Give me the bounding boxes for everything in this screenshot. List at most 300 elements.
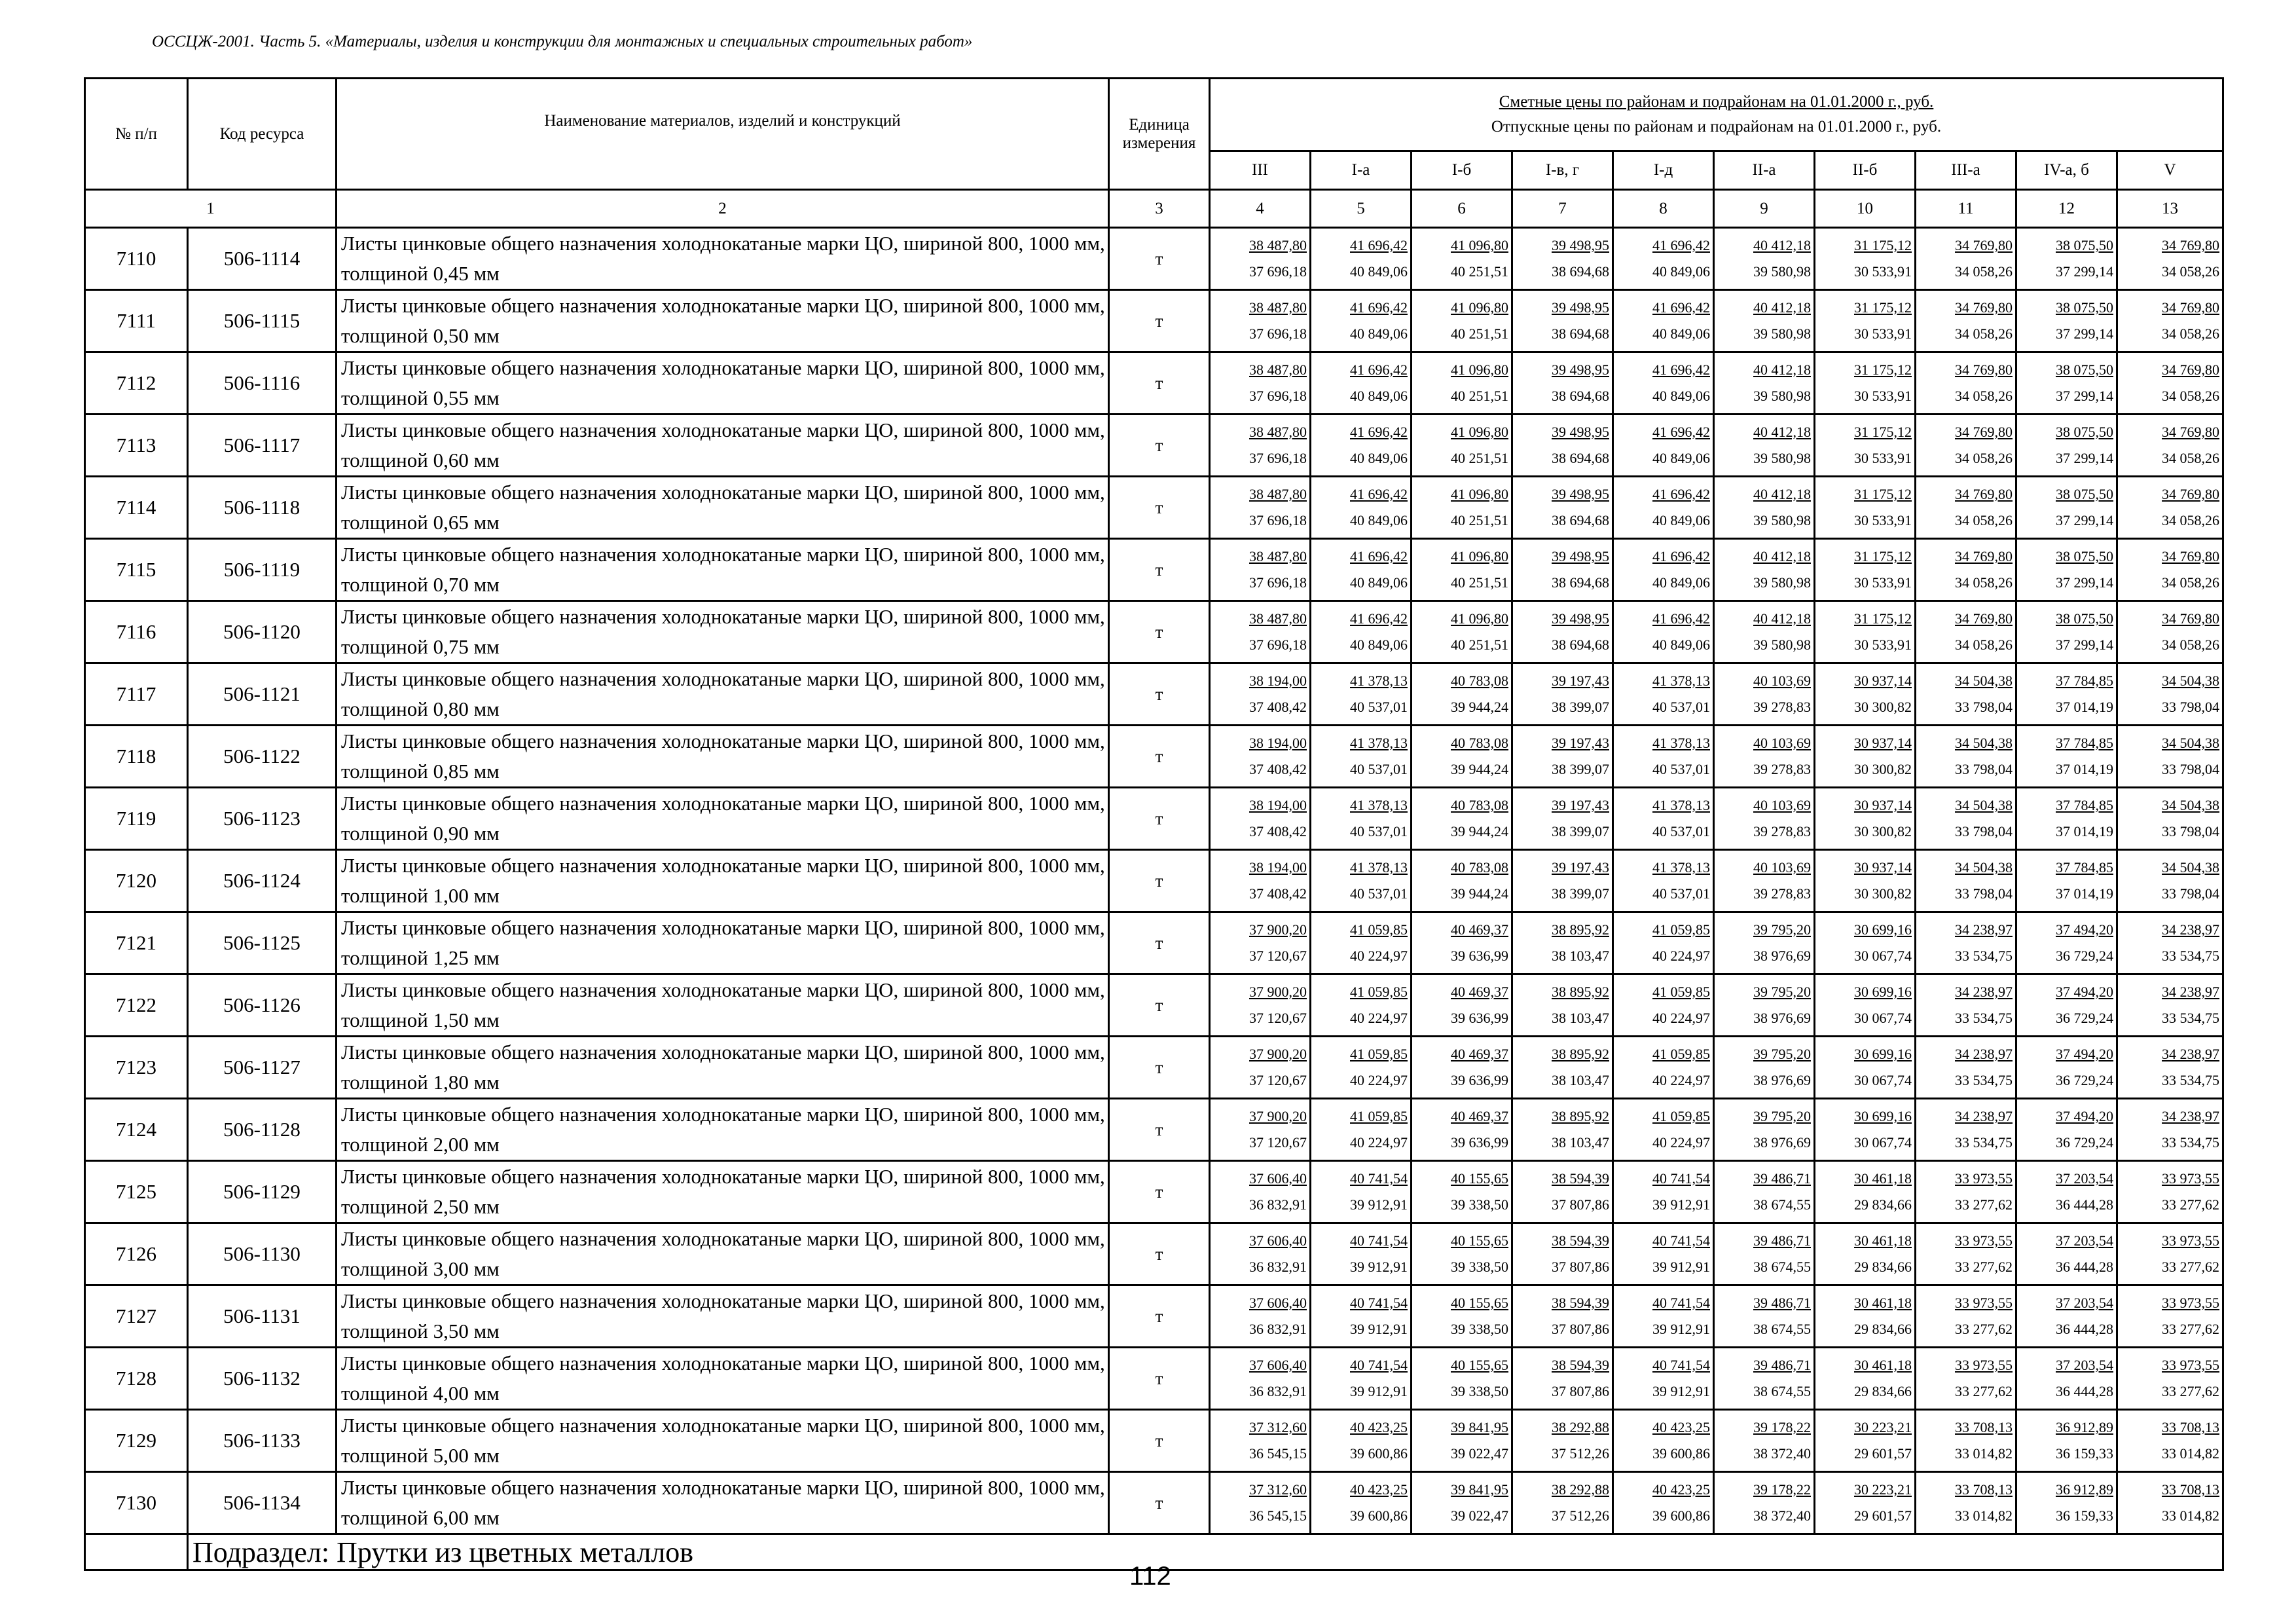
release-price: 40 251,51 xyxy=(1451,263,1508,280)
table-row xyxy=(85,788,2223,850)
price-cell xyxy=(1311,1285,1412,1348)
price-cell xyxy=(1311,663,1412,726)
release-price: 36 729,24 xyxy=(2056,1010,2113,1026)
estimated-price: 31 175,12 xyxy=(1854,548,1912,564)
price-cell xyxy=(1512,601,1613,663)
estimated-price: 33 973,55 xyxy=(2162,1170,2220,1187)
row-position: 7124 xyxy=(85,1099,188,1161)
release-price: 38 399,07 xyxy=(1552,761,1609,777)
price-cell xyxy=(1512,1037,1613,1099)
estimated-price: 39 178,22 xyxy=(1753,1481,1811,1498)
estimated-price: 38 594,39 xyxy=(1552,1357,1609,1373)
price-cell xyxy=(1815,726,1916,788)
estimated-price: 34 769,80 xyxy=(2162,361,2220,378)
estimated-price: 41 096,80 xyxy=(1451,548,1508,564)
price-cell xyxy=(1210,1099,1311,1161)
price-cell xyxy=(1512,1472,1613,1534)
resource-code: 506-1128 xyxy=(188,1099,337,1161)
release-price: 38 399,07 xyxy=(1552,823,1609,840)
resource-code: 506-1118 xyxy=(188,477,337,539)
estimated-price: 40 412,18 xyxy=(1753,299,1811,316)
col-header-region: IV-а, б xyxy=(2016,151,2117,190)
release-price: 33 798,04 xyxy=(1955,699,2013,715)
estimated-price: 33 973,55 xyxy=(1955,1357,2013,1373)
release-price: 40 537,01 xyxy=(1652,823,1710,840)
price-cell xyxy=(1210,788,1311,850)
estimated-price: 39 486,71 xyxy=(1753,1295,1811,1311)
estimated-price: 41 059,85 xyxy=(1652,984,1710,1000)
estimated-price: 40 741,54 xyxy=(1652,1357,1710,1373)
release-price: 40 849,06 xyxy=(1350,263,1408,280)
price-cell xyxy=(1714,1099,1815,1161)
release-price: 37 807,86 xyxy=(1552,1321,1609,1337)
price-cell xyxy=(2016,1099,2117,1161)
price-cell xyxy=(2117,1161,2223,1223)
estimated-price: 40 741,54 xyxy=(1350,1295,1408,1311)
price-cell xyxy=(2117,850,2223,912)
release-price: 36 159,33 xyxy=(2056,1445,2113,1462)
estimated-price: 40 469,37 xyxy=(1451,921,1508,938)
column-number: 11 xyxy=(1916,190,2016,228)
release-price: 39 278,83 xyxy=(1753,885,1811,902)
price-cell xyxy=(2016,974,2117,1037)
table-row xyxy=(85,850,2223,912)
price-cell xyxy=(1311,477,1412,539)
release-price: 37 696,18 xyxy=(1249,388,1307,404)
release-price: 40 537,01 xyxy=(1350,885,1408,902)
release-price: 40 224,97 xyxy=(1350,1072,1408,1088)
material-name: Листы цинковые общего назначения холоднокатаные марки ЦО, шириной 800, 1000 мм, толщиной 2,00 мм xyxy=(337,1099,1109,1161)
price-cell xyxy=(1210,726,1311,788)
estimated-price: 37 203,54 xyxy=(2056,1232,2113,1249)
price-cell xyxy=(1714,1037,1815,1099)
release-price: 30 533,91 xyxy=(1854,450,1912,466)
price-cell xyxy=(2117,974,2223,1037)
release-price: 33 534,75 xyxy=(2162,948,2220,964)
estimated-price: 34 769,80 xyxy=(1955,424,2013,440)
estimated-price: 39 498,95 xyxy=(1552,237,1609,253)
resource-code: 506-1120 xyxy=(188,601,337,663)
price-cell xyxy=(1714,601,1815,663)
release-price: 40 537,01 xyxy=(1652,761,1710,777)
release-price: 38 372,40 xyxy=(1753,1507,1811,1524)
table-row xyxy=(85,1223,2223,1285)
price-cell xyxy=(1311,1223,1412,1285)
release-price: 33 798,04 xyxy=(2162,699,2220,715)
estimated-price: 38 075,50 xyxy=(2056,610,2113,627)
estimated-price: 37 900,20 xyxy=(1249,921,1307,938)
estimated-price: 31 175,12 xyxy=(1854,299,1912,316)
release-price: 37 696,18 xyxy=(1249,512,1307,528)
row-position: 7121 xyxy=(85,912,188,974)
price-cell xyxy=(1613,663,1714,726)
table-row xyxy=(85,539,2223,601)
unit-of-measure: т xyxy=(1109,726,1210,788)
table-row xyxy=(85,1099,2223,1161)
price-cell xyxy=(2117,1348,2223,1410)
estimated-price: 38 075,50 xyxy=(2056,299,2113,316)
release-price: 30 067,74 xyxy=(1854,948,1912,964)
release-price: 33 277,62 xyxy=(1955,1383,2013,1399)
release-price: 38 976,69 xyxy=(1753,1072,1811,1088)
release-price: 37 299,14 xyxy=(2056,450,2113,466)
estimated-price: 30 699,16 xyxy=(1854,1046,1912,1062)
estimated-price: 40 783,08 xyxy=(1451,735,1508,751)
estimated-price: 40 423,25 xyxy=(1652,1481,1710,1498)
estimated-price: 41 059,85 xyxy=(1350,1046,1408,1062)
release-price: 40 849,06 xyxy=(1652,263,1710,280)
price-cell xyxy=(2016,1472,2117,1534)
release-price: 30 300,82 xyxy=(1854,885,1912,902)
price-cell xyxy=(1412,415,1512,477)
release-price: 40 849,06 xyxy=(1652,574,1710,591)
estimated-price: 34 504,38 xyxy=(2162,797,2220,813)
estimated-price: 37 606,40 xyxy=(1249,1170,1307,1187)
estimated-price: 40 155,65 xyxy=(1451,1357,1508,1373)
estimated-price: 34 238,97 xyxy=(1955,921,2013,938)
release-price: 37 807,86 xyxy=(1552,1196,1609,1213)
estimated-price: 39 498,95 xyxy=(1552,424,1609,440)
estimated-price: 31 175,12 xyxy=(1854,486,1912,502)
release-price: 40 224,97 xyxy=(1350,1010,1408,1026)
price-cell xyxy=(1714,1161,1815,1223)
price-cell xyxy=(1210,1037,1311,1099)
material-name: Листы цинковые общего назначения холоднокатаные марки ЦО, шириной 800, 1000 мм, толщиной 6,00 мм xyxy=(337,1472,1109,1534)
estimated-price: 34 238,97 xyxy=(1955,1108,2013,1124)
estimated-price: 40 469,37 xyxy=(1451,1108,1508,1124)
estimated-price: 40 741,54 xyxy=(1652,1232,1710,1249)
estimated-price: 36 912,89 xyxy=(2056,1419,2113,1435)
price-cell xyxy=(1412,1472,1512,1534)
estimated-price: 34 769,80 xyxy=(2162,299,2220,316)
release-price: 33 534,75 xyxy=(1955,1010,2013,1026)
release-price: 38 694,68 xyxy=(1552,512,1609,528)
price-cell xyxy=(1815,601,1916,663)
estimated-price: 37 784,85 xyxy=(2056,859,2113,876)
price-cell xyxy=(2117,352,2223,415)
estimated-price: 34 238,97 xyxy=(1955,1046,2013,1062)
release-price: 34 058,26 xyxy=(2162,574,2220,591)
release-price: 40 251,51 xyxy=(1451,388,1508,404)
release-price: 39 912,91 xyxy=(1652,1321,1710,1337)
release-price: 39 338,50 xyxy=(1451,1196,1508,1213)
release-price: 39 912,91 xyxy=(1652,1259,1710,1275)
estimated-price: 37 784,85 xyxy=(2056,797,2113,813)
release-price: 29 834,66 xyxy=(1854,1259,1912,1275)
material-name: Листы цинковые общего назначения холоднокатаные марки ЦО, шириной 800, 1000 мм, толщиной 1,50 мм xyxy=(337,974,1109,1037)
estimated-price: 41 696,42 xyxy=(1350,548,1408,564)
estimated-price: 39 197,43 xyxy=(1552,735,1609,751)
release-price: 39 580,98 xyxy=(1753,388,1811,404)
estimated-price: 39 795,20 xyxy=(1753,1046,1811,1062)
resource-code: 506-1131 xyxy=(188,1285,337,1348)
resource-code: 506-1127 xyxy=(188,1037,337,1099)
price-cell xyxy=(1815,539,1916,601)
estimated-price: 34 238,97 xyxy=(2162,921,2220,938)
table-row xyxy=(85,290,2223,352)
price-cell xyxy=(1412,974,1512,1037)
release-price: 38 976,69 xyxy=(1753,948,1811,964)
estimated-price: 39 498,95 xyxy=(1552,486,1609,502)
estimated-price: 39 498,95 xyxy=(1552,610,1609,627)
resource-code: 506-1121 xyxy=(188,663,337,726)
price-cell xyxy=(1916,1472,2016,1534)
price-cell xyxy=(1412,788,1512,850)
price-cell xyxy=(1916,788,2016,850)
row-position: 7116 xyxy=(85,601,188,663)
price-cell xyxy=(1815,1037,1916,1099)
price-cell xyxy=(1815,352,1916,415)
row-position: 7122 xyxy=(85,974,188,1037)
estimated-price: 40 741,54 xyxy=(1350,1357,1408,1373)
price-cell xyxy=(1916,352,2016,415)
estimated-price: 41 059,85 xyxy=(1652,1046,1710,1062)
release-price: 37 696,18 xyxy=(1249,637,1307,653)
subsection-spacer xyxy=(85,1534,188,1570)
price-cell xyxy=(2016,788,2117,850)
unit-of-measure: т xyxy=(1109,663,1210,726)
release-price: 36 832,91 xyxy=(1249,1196,1307,1213)
price-cell xyxy=(1613,1348,1714,1410)
estimated-price: 41 696,42 xyxy=(1350,610,1408,627)
price-cell xyxy=(2016,1410,2117,1472)
price-cell xyxy=(1916,1037,2016,1099)
estimated-price: 34 769,80 xyxy=(1955,361,2013,378)
estimated-price: 38 487,80 xyxy=(1249,610,1307,627)
estimated-price: 39 841,95 xyxy=(1451,1481,1508,1498)
release-price: 39 580,98 xyxy=(1753,325,1811,342)
price-cell xyxy=(2117,1037,2223,1099)
release-price: 33 798,04 xyxy=(1955,823,2013,840)
unit-of-measure: т xyxy=(1109,1099,1210,1161)
price-cell xyxy=(1512,1099,1613,1161)
estimated-price: 33 708,13 xyxy=(1955,1481,2013,1498)
estimated-price: 30 461,18 xyxy=(1854,1170,1912,1187)
price-cell xyxy=(1412,1223,1512,1285)
table-row xyxy=(85,1037,2223,1099)
price-cell xyxy=(2117,912,2223,974)
column-number: 6 xyxy=(1412,190,1512,228)
price-cell xyxy=(1916,1223,2016,1285)
estimated-price: 41 378,13 xyxy=(1652,673,1710,689)
price-cell xyxy=(1512,352,1613,415)
estimated-price: 39 795,20 xyxy=(1753,921,1811,938)
release-price: 37 512,26 xyxy=(1552,1445,1609,1462)
material-name: Листы цинковые общего назначения холоднокатаные марки ЦО, шириной 800, 1000 мм, толщиной 0,65 мм xyxy=(337,477,1109,539)
release-price: 33 277,62 xyxy=(1955,1321,2013,1337)
price-cell xyxy=(1815,912,1916,974)
release-price: 30 533,91 xyxy=(1854,574,1912,591)
release-price: 39 912,91 xyxy=(1652,1196,1710,1213)
table-row xyxy=(85,415,2223,477)
estimated-price: 30 937,14 xyxy=(1854,797,1912,813)
release-price: 38 399,07 xyxy=(1552,699,1609,715)
release-price: 39 278,83 xyxy=(1753,761,1811,777)
estimated-price: 41 096,80 xyxy=(1451,299,1508,316)
release-price: 40 224,97 xyxy=(1652,1010,1710,1026)
price-cell xyxy=(1512,539,1613,601)
release-price: 30 067,74 xyxy=(1854,1072,1912,1088)
estimated-price: 37 606,40 xyxy=(1249,1357,1307,1373)
estimated-price: 40 412,18 xyxy=(1753,237,1811,253)
release-price: 37 014,19 xyxy=(2056,699,2113,715)
table-row xyxy=(85,1410,2223,1472)
estimated-price: 34 504,38 xyxy=(2162,673,2220,689)
price-cell xyxy=(1210,228,1311,290)
price-cell xyxy=(1210,1223,1311,1285)
release-price: 38 694,68 xyxy=(1552,637,1609,653)
price-cell xyxy=(1916,1285,2016,1348)
price-cell xyxy=(1815,228,1916,290)
row-position: 7112 xyxy=(85,352,188,415)
estimated-price: 41 096,80 xyxy=(1451,237,1508,253)
release-price: 33 534,75 xyxy=(1955,948,2013,964)
table-row xyxy=(85,1285,2223,1348)
estimated-price: 39 486,71 xyxy=(1753,1170,1811,1187)
column-number: 7 xyxy=(1512,190,1613,228)
release-price: 38 694,68 xyxy=(1552,574,1609,591)
price-cell xyxy=(1916,850,2016,912)
release-price: 37 408,42 xyxy=(1249,699,1307,715)
price-caption xyxy=(1210,79,2223,151)
release-price: 33 798,04 xyxy=(2162,885,2220,902)
release-price: 40 849,06 xyxy=(1652,325,1710,342)
price-cell xyxy=(1210,912,1311,974)
estimated-price: 40 469,37 xyxy=(1451,984,1508,1000)
release-price: 33 798,04 xyxy=(1955,885,2013,902)
table-row xyxy=(85,974,2223,1037)
price-cell xyxy=(1714,352,1815,415)
unit-of-measure: т xyxy=(1109,850,1210,912)
estimated-price: 34 769,80 xyxy=(1955,610,2013,627)
estimated-price: 41 059,85 xyxy=(1350,984,1408,1000)
release-price: 40 251,51 xyxy=(1451,450,1508,466)
estimated-price: 40 741,54 xyxy=(1350,1232,1408,1249)
estimated-price: 37 312,60 xyxy=(1249,1481,1307,1498)
estimated-price: 34 238,97 xyxy=(2162,1046,2220,1062)
release-price: 38 103,47 xyxy=(1552,1134,1609,1151)
release-price: 29 601,57 xyxy=(1854,1507,1912,1524)
table-row xyxy=(85,601,2223,663)
price-cell xyxy=(2117,1099,2223,1161)
material-name: Листы цинковые общего назначения холоднокатаные марки ЦО, шириной 800, 1000 мм, толщиной 1,25 мм xyxy=(337,912,1109,974)
price-cell xyxy=(1311,601,1412,663)
release-price: 34 058,26 xyxy=(2162,325,2220,342)
price-cell xyxy=(1714,974,1815,1037)
price-cell xyxy=(2016,228,2117,290)
price-cell xyxy=(1916,415,2016,477)
estimated-price: 30 937,14 xyxy=(1854,859,1912,876)
release-price: 40 224,97 xyxy=(1350,948,1408,964)
unit-of-measure: т xyxy=(1109,415,1210,477)
estimated-price: 40 412,18 xyxy=(1753,486,1811,502)
column-number: 2 xyxy=(337,190,1109,228)
material-name: Листы цинковые общего назначения холоднокатаные марки ЦО, шириной 800, 1000 мм, толщиной 0,70 мм xyxy=(337,539,1109,601)
release-price: 34 058,26 xyxy=(1955,450,2013,466)
release-price: 38 674,55 xyxy=(1753,1321,1811,1337)
price-cell xyxy=(1714,1285,1815,1348)
release-price: 38 674,55 xyxy=(1753,1196,1811,1213)
release-price: 40 849,06 xyxy=(1652,512,1710,528)
document-header: ОССЦЖ-2001. Часть 5. «Материалы, изделия и конструкции для монтажных и специальных строительных работ» xyxy=(152,33,973,50)
release-price: 37 299,14 xyxy=(2056,388,2113,404)
price-cell xyxy=(1714,1348,1815,1410)
price-cell xyxy=(1714,539,1815,601)
release-price: 37 120,67 xyxy=(1249,1072,1307,1088)
price-cell xyxy=(1412,601,1512,663)
unit-of-measure: т xyxy=(1109,477,1210,539)
page-number: 112 xyxy=(1129,1562,1171,1591)
price-cell xyxy=(1311,228,1412,290)
price-cell xyxy=(2117,477,2223,539)
release-price: 37 014,19 xyxy=(2056,761,2113,777)
release-price: 36 159,33 xyxy=(2056,1507,2113,1524)
release-price: 39 912,91 xyxy=(1350,1321,1408,1337)
estimated-price: 37 203,54 xyxy=(2056,1357,2113,1373)
column-number: 5 xyxy=(1311,190,1412,228)
release-price: 39 338,50 xyxy=(1451,1321,1508,1337)
price-cell xyxy=(1613,1099,1714,1161)
release-price: 30 067,74 xyxy=(1854,1010,1912,1026)
estimated-price: 41 096,80 xyxy=(1451,424,1508,440)
price-cell xyxy=(1512,1285,1613,1348)
release-price: 40 224,97 xyxy=(1652,1134,1710,1151)
price-cell xyxy=(1613,912,1714,974)
col-header-region: III xyxy=(1210,151,1311,190)
release-price: 33 277,62 xyxy=(2162,1196,2220,1213)
estimated-price: 34 769,80 xyxy=(2162,548,2220,564)
release-price: 33 277,62 xyxy=(2162,1259,2220,1275)
release-price: 29 601,57 xyxy=(1854,1445,1912,1462)
price-cell xyxy=(1512,788,1613,850)
estimated-price: 34 504,38 xyxy=(1955,735,2013,751)
release-price: 34 058,26 xyxy=(2162,637,2220,653)
release-price: 33 534,75 xyxy=(1955,1072,2013,1088)
material-name: Листы цинковые общего назначения холоднокатаные марки ЦО, шириной 800, 1000 мм, толщиной 0,75 мм xyxy=(337,601,1109,663)
table-row xyxy=(85,477,2223,539)
price-cell xyxy=(1613,1472,1714,1534)
price-cell xyxy=(1613,228,1714,290)
price-cell xyxy=(1916,912,2016,974)
resource-code: 506-1114 xyxy=(188,228,337,290)
column-number: 12 xyxy=(2016,190,2117,228)
estimated-price: 40 155,65 xyxy=(1451,1170,1508,1187)
price-cell xyxy=(1512,912,1613,974)
release-price: 38 399,07 xyxy=(1552,885,1609,902)
estimated-price: 38 487,80 xyxy=(1249,548,1307,564)
price-cell xyxy=(1210,477,1311,539)
row-position: 7128 xyxy=(85,1348,188,1410)
resource-code: 506-1115 xyxy=(188,290,337,352)
material-name: Листы цинковые общего назначения холоднокатаные марки ЦО, шириной 800, 1000 мм, толщиной 0,45 мм xyxy=(337,228,1109,290)
material-name: Листы цинковые общего назначения холоднокатаные марки ЦО, шириной 800, 1000 мм, толщиной 0,90 мм xyxy=(337,788,1109,850)
release-price: 39 636,99 xyxy=(1451,1134,1508,1151)
release-price: 38 372,40 xyxy=(1753,1445,1811,1462)
release-price: 38 103,47 xyxy=(1552,948,1609,964)
release-price: 33 277,62 xyxy=(2162,1321,2220,1337)
estimated-price: 33 973,55 xyxy=(2162,1232,2220,1249)
release-price: 40 849,06 xyxy=(1350,637,1408,653)
row-position: 7125 xyxy=(85,1161,188,1223)
price-cell xyxy=(1916,1161,2016,1223)
estimated-price: 38 895,92 xyxy=(1552,1108,1609,1124)
estimated-price: 38 487,80 xyxy=(1249,237,1307,253)
material-name: Листы цинковые общего назначения холоднокатаные марки ЦО, шириной 800, 1000 мм, толщиной 0,50 мм xyxy=(337,290,1109,352)
release-price: 39 580,98 xyxy=(1753,574,1811,591)
subsection-title: Подраздел: Прутки из цветных металлов xyxy=(188,1534,2223,1570)
release-price: 37 408,42 xyxy=(1249,761,1307,777)
estimated-price: 39 498,95 xyxy=(1552,299,1609,316)
